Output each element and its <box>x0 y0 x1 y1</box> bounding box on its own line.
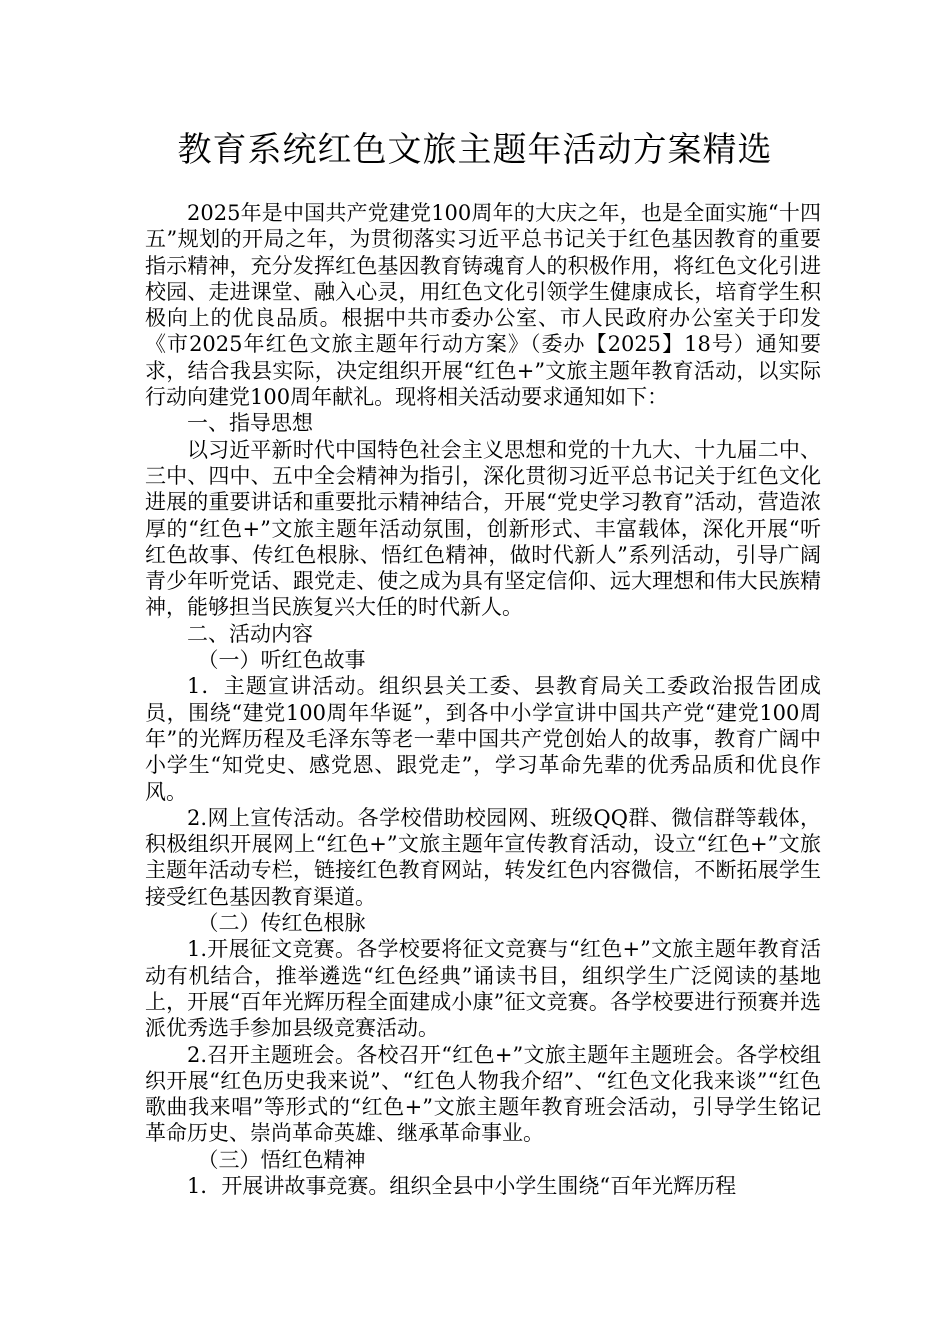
subheading-listen-red-stories: （一）听红色故事 <box>197 648 366 673</box>
document-body <box>145 200 821 1199</box>
section-heading-activity-content: 二、活动内容 <box>187 621 313 646</box>
paragraph-online-publicity: 2.网上宣传活动。各学校借助校园网、班级QQ群、微信群等载体，积极组织开展网上“红色+”文旅主题年宣传教育活动，设立“红色+”文旅主题年活动专栏，链接红色教育网站，转发红色内容微信，不断拓展学生接受红色基因教育渠道。 <box>145 805 821 909</box>
guiding-thought-paragraph: 以习近平新时代中国特色社会主义思想和党的十九大、十九届二中、三中、四中、五中全会精神为指引，深化贯彻习近平总书记关于红色文化进展的重要讲话和重要批示精神结合，开展“党史学习教育”活动，营造浓厚的“红色+”文旅主题年活动氛围，创新形式、丰富载体，深化开展“听红色故事、传红色根脉、悟红色精神，做时代新人”系列活动，引导广阔青少年听党话、跟党走、使之成为具有坚定信仰、远大理想和伟大民族精神，能够担当民族复兴大任的时代新人。 <box>145 437 821 620</box>
subheading-pass-on-red-roots: （二）传红色根脉 <box>197 911 366 936</box>
document-title: 教育系统红色文旅主题年活动方案精选 <box>177 130 773 170</box>
section-heading-guiding-thought: 一、指导思想 <box>187 411 313 436</box>
subheading-understand-red-spirit: （三）悟红色精神 <box>197 1147 366 1172</box>
paragraph-storytelling-contest: 1．开展讲故事竞赛。组织全县中小学生围绕“百年光辉历程 <box>187 1173 737 1198</box>
paragraph-theme-lecture: 1．主题宣讲活动。组织县关工委、县教育局关工委政治报告团成员，围绕“建党100周年华诞”，到各中小学宣讲中国共产党“建党100周年”的光辉历程及毛泽东等老一辈中国共产党创始人的故事，教育广阔中小学生“知党史、感党恩、跟党走”，学习革命先辈的优秀品质和优良作风。 <box>145 674 821 804</box>
intro-paragraph: 2025年是中国共产党建党100周年的大庆之年，也是全面实施“十四五”规划的开局之年，为贯彻落实习近平总书记关于红色基因教育的重要指示精神，充分发挥红色基因教育铸魂育人的积极作用，将红色文化引进校园、走进课堂、融入心灵，用红色文化引领学生健康成长，培育学生积极向上的优良品质。根据中共市委办公室、市人民政府办公室关于印发《市2025年红色文旅主题年行动方案》（委办【2025】18号）通知要求，结合我县实际，决定组织开展“红色+”文旅主题年教育活动，以实际行动向建党100周年献礼。现将相关活动要求通知如下： <box>145 201 821 410</box>
paragraph-essay-contest: 1.开展征文竞赛。各学校要将征文竞赛与“红色+”文旅主题年教育活动有机结合，推举遴选“红色经典”诵读书目，组织学生广泛阅读的基地上，开展“百年光辉历程全面建成小康”征文竞赛。各学校要进行预赛并选派优秀选手参加县级竞赛活动。 <box>145 937 821 1041</box>
paragraph-theme-class-meeting: 2.召开主题班会。各校召开“红色+”文旅主题年主题班会。各学校组织开展“红色历史我来说”、“红色人物我介绍”、“红色文化我来谈”“红色歌曲我来唱”等形式的“红色+”文旅主题年教育班会活动，引导学生铭记革命历史、崇尚革命英雄、继承革命事业。 <box>145 1042 821 1146</box>
